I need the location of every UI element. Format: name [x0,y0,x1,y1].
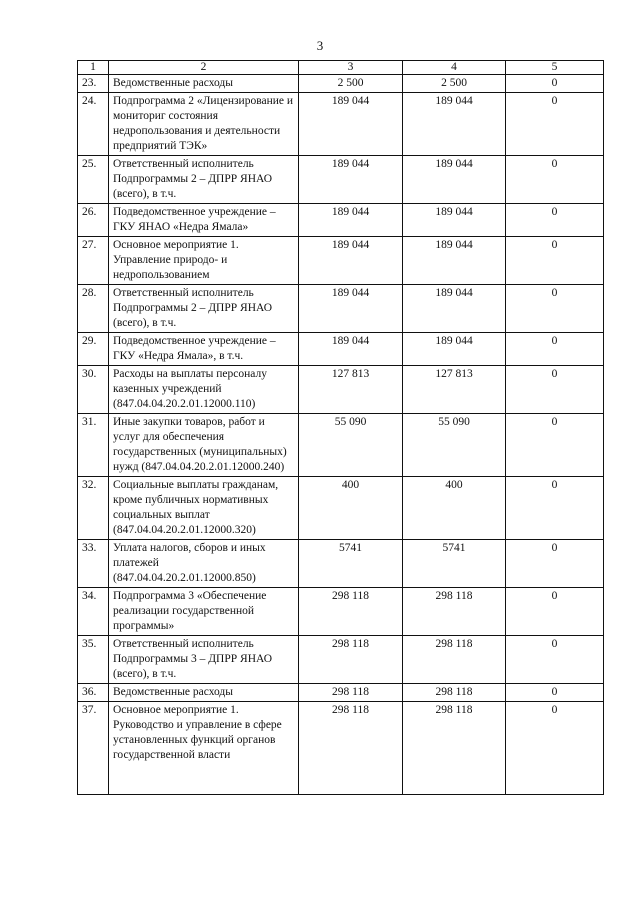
row-number: 29. [78,333,109,366]
row-value-col3: 55 090 [299,414,403,477]
row-value-col4: 189 044 [403,156,506,204]
row-value-col3: 298 118 [299,636,403,684]
row-value-col4: 189 044 [403,333,506,366]
row-description: Уплата налогов, сборов и иных платежей (847.04.04.20.2.01.12000.850) [109,540,299,588]
table-row [78,156,604,204]
row-number: 34. [78,588,109,636]
row-description: Ведомственные расходы [109,684,299,702]
row-value-col4: 400 [403,477,506,540]
row-number: 28. [78,285,109,333]
row-value-col3: 189 044 [299,156,403,204]
table-row [78,540,604,588]
row-description: Основное мероприятие 1. Управление природо- и недропользованием [109,237,299,285]
row-number: 35. [78,636,109,684]
table-row [78,414,604,477]
row-value-col5: 0 [506,702,604,795]
column-header-1: 1 [78,61,109,75]
table-row [78,684,604,702]
row-value-col4: 298 118 [403,684,506,702]
row-number: 27. [78,237,109,285]
row-value-col5: 0 [506,366,604,414]
table-body [78,75,604,795]
table-row [78,636,604,684]
row-number: 26. [78,204,109,237]
row-value-col5: 0 [506,285,604,333]
column-header-4: 4 [403,61,506,75]
row-value-col5: 0 [506,414,604,477]
row-value-col5: 0 [506,156,604,204]
table-row [78,702,604,795]
row-value-col3: 189 044 [299,237,403,285]
row-description: Подпрограмма 2 «Лицензирование и мониториг состояния недропользования и деятельности предприятий ТЭК» [109,93,299,156]
row-description: Ответственный исполнитель Подпрограммы 2 – ДПРР ЯНАО (всего), в т.ч. [109,285,299,333]
row-value-col5: 0 [506,237,604,285]
row-value-col4: 298 118 [403,588,506,636]
row-value-col5: 0 [506,540,604,588]
table-row [78,477,604,540]
row-value-col3: 189 044 [299,93,403,156]
row-description: Основное мероприятие 1. Руководство и управление в сфере установленных функций органов государственной власти [109,702,299,795]
row-description: Расходы на выплаты персоналу казенных учреждений (847.04.04.20.2.01.12000.110) [109,366,299,414]
row-description: Ведомственные расходы [109,75,299,93]
row-value-col4: 189 044 [403,285,506,333]
row-value-col5: 0 [506,75,604,93]
table-row [78,75,604,93]
row-number: 30. [78,366,109,414]
row-value-col4: 189 044 [403,93,506,156]
row-value-col5: 0 [506,333,604,366]
table-header-row [78,61,604,75]
page-number: 3 [316,38,324,53]
row-description: Ответственный исполнитель Подпрограммы 3 – ДПРР ЯНАО (всего), в т.ч. [109,636,299,684]
row-value-col3: 298 118 [299,684,403,702]
row-number: 24. [78,93,109,156]
row-value-col3: 189 044 [299,285,403,333]
row-number: 33. [78,540,109,588]
row-value-col4: 189 044 [403,204,506,237]
table-row [78,588,604,636]
row-value-col5: 0 [506,636,604,684]
column-header-2: 2 [109,61,299,75]
row-value-col4: 55 090 [403,414,506,477]
row-value-col3: 2 500 [299,75,403,93]
row-value-col3: 298 118 [299,702,403,795]
row-value-col5: 0 [506,204,604,237]
row-description: Ответственный исполнитель Подпрограммы 2 – ДПРР ЯНАО (всего), в т.ч. [109,156,299,204]
row-number: 32. [78,477,109,540]
row-value-col4: 189 044 [403,237,506,285]
row-description: Подведомственное учреждение – ГКУ ЯНАО «Недра Ямала» [109,204,299,237]
column-header-5: 5 [506,61,604,75]
table-row [78,366,604,414]
row-value-col4: 5741 [403,540,506,588]
row-number: 23. [78,75,109,93]
row-value-col3: 189 044 [299,204,403,237]
row-value-col4: 2 500 [403,75,506,93]
table-row [78,333,604,366]
row-value-col5: 0 [506,93,604,156]
row-value-col3: 400 [299,477,403,540]
row-value-col5: 0 [506,588,604,636]
row-number: 37. [78,702,109,795]
row-value-col4: 298 118 [403,636,506,684]
table-row [78,204,604,237]
row-value-col3: 5741 [299,540,403,588]
row-description: Подпрограмма 3 «Обеспечение реализации государственной программы» [109,588,299,636]
row-value-col4: 298 118 [403,702,506,795]
row-description: Иные закупки товаров, работ и услуг для обеспечения государственных (муниципальных) нужд (847.04.04.20.2.01.12000.240) [109,414,299,477]
row-number: 31. [78,414,109,477]
row-value-col3: 189 044 [299,333,403,366]
column-header-3: 3 [299,61,403,75]
row-value-col5: 0 [506,684,604,702]
row-number: 36. [78,684,109,702]
row-description: Социальные выплаты гражданам, кроме публичных нормативных социальных выплат (847.04.04.20.2.01.12000.320) [109,477,299,540]
row-value-col3: 127 813 [299,366,403,414]
row-value-col4: 127 813 [403,366,506,414]
table-row [78,285,604,333]
row-description: Подведомственное учреждение – ГКУ «Недра Ямала», в т.ч. [109,333,299,366]
table-row [78,93,604,156]
budget-table [77,60,604,795]
table-row [78,237,604,285]
row-number: 25. [78,156,109,204]
row-value-col3: 298 118 [299,588,403,636]
row-value-col5: 0 [506,477,604,540]
